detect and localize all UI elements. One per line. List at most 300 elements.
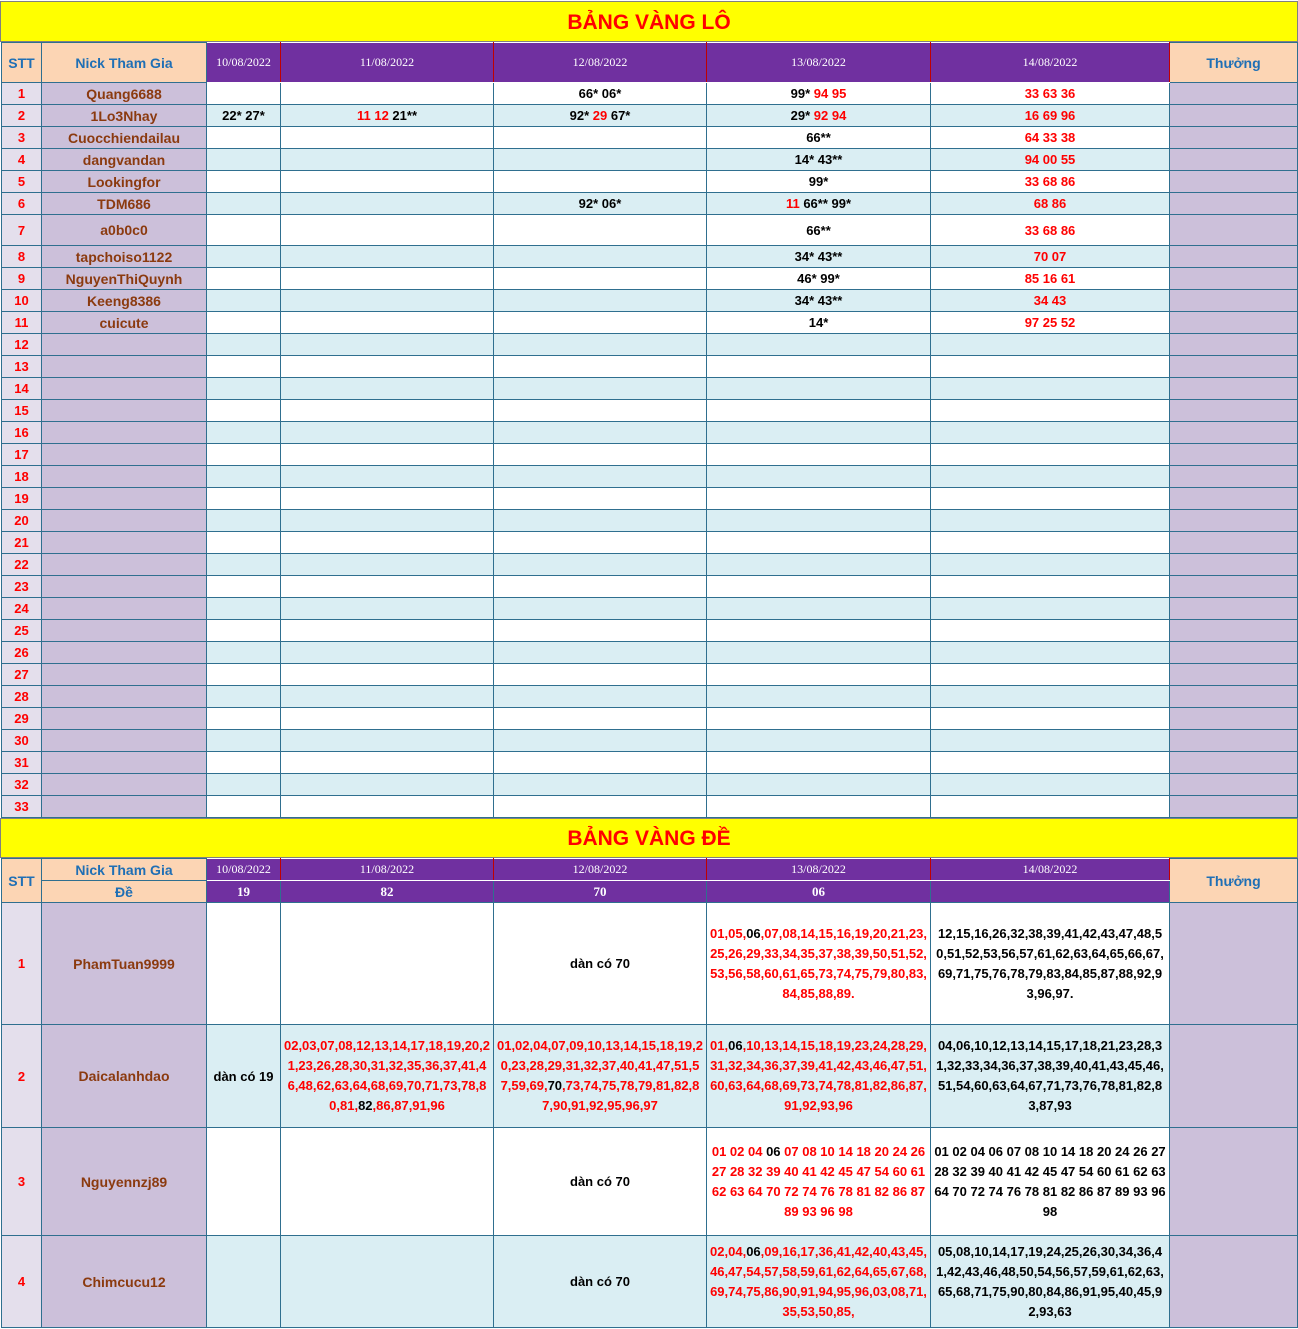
entry-text: 94 95: [813, 86, 847, 101]
pick-cell: [931, 105, 1170, 127]
pick-cell: [281, 149, 494, 171]
pick-cell: [494, 510, 707, 532]
pick-cell: [207, 215, 281, 246]
entry-text: 06: [766, 1143, 781, 1159]
pick-cell: [707, 400, 931, 422]
pick-cell: [707, 642, 931, 664]
pick-cell: [207, 903, 281, 1025]
entry-text: 16 69 96: [1024, 108, 1076, 123]
entry-text: 46* 99*: [797, 271, 840, 286]
pick-cell: [281, 598, 494, 620]
thuong-cell: [1170, 193, 1298, 215]
stt-cell: 2: [2, 1025, 42, 1128]
thuong-cell: [1170, 290, 1298, 312]
table-row: [2, 576, 1298, 598]
pick-cell: [281, 686, 494, 708]
nick-cell: dangvandan: [42, 149, 207, 171]
entry-text: dàn có 70: [570, 1174, 630, 1189]
entry-text: dàn có 70: [570, 1274, 630, 1289]
pick-cell: [281, 171, 494, 193]
pick-cell: [707, 466, 931, 488]
entry-text: 07 08 10 14 18 20 24 26 27 28 32 39 40 41 42 45 47 54 60 61 62 63 64 70 72 74 76 78 81 82 86 87 89 93 96 98: [711, 1143, 926, 1219]
nick-cell: [42, 334, 207, 356]
pick-cell: [494, 774, 707, 796]
pick-cell: [281, 378, 494, 400]
table-row: [2, 1025, 1298, 1128]
nick-cell: Lookingfor: [42, 171, 207, 193]
pick-cell: [494, 598, 707, 620]
table-row: [2, 730, 1298, 752]
pick-cell: [494, 356, 707, 378]
thuong-cell: [1170, 312, 1298, 334]
pick-cell: [494, 903, 707, 1025]
pick-cell: [281, 444, 494, 466]
pick-cell: [494, 752, 707, 774]
de-table: [1, 858, 1298, 1328]
table-row: [2, 664, 1298, 686]
pick-cell: [494, 686, 707, 708]
lo-table: [1, 42, 1298, 818]
pick-cell: [207, 730, 281, 752]
thuong-cell: [1170, 620, 1298, 642]
pick-cell: [494, 171, 707, 193]
pick-cell: [931, 1236, 1170, 1328]
de-header: Đề: [42, 881, 207, 903]
nick-cell: [42, 774, 207, 796]
date-header: 13/08/2022: [707, 43, 931, 83]
table-row: [2, 620, 1298, 642]
entry-text: dàn có 70: [570, 956, 630, 971]
table-row: [2, 532, 1298, 554]
pick-cell: [707, 356, 931, 378]
pick-cell: [707, 774, 931, 796]
stt-cell: 3: [2, 127, 42, 149]
pick-cell: [281, 268, 494, 290]
pick-cell: [281, 708, 494, 730]
entry-text: ,73,74,75,78,79,81,82,87,90,91,92,95,96,97: [542, 1078, 700, 1113]
pick-cell: [494, 488, 707, 510]
table-row: [2, 246, 1298, 268]
pick-cell: [207, 290, 281, 312]
entry-text: 33 68 86: [1024, 174, 1076, 189]
thuong-cell: [1170, 730, 1298, 752]
pick-cell: [281, 83, 494, 105]
table-row: [2, 488, 1298, 510]
stt-cell: 23: [2, 576, 42, 598]
table-row: [2, 193, 1298, 215]
pick-cell: [281, 105, 494, 127]
pick-cell: [931, 127, 1170, 149]
date-header: 13/08/2022: [707, 859, 931, 881]
thuong-cell: [1170, 215, 1298, 246]
stt-cell: 4: [2, 149, 42, 171]
entry-text: 34* 43**: [794, 249, 843, 264]
nick-cell: a0b0c0: [42, 215, 207, 246]
pick-cell: [494, 400, 707, 422]
pick-cell: [494, 642, 707, 664]
entry-text: ,07,08,14,15,16,19,20,21,23,25,26,29,33,34,35,37,38,39,50,51,52,53,56,58,60,61,65,73,74,75,79,80,83,84,85,88,89.: [710, 925, 927, 1001]
pick-cell: [281, 554, 494, 576]
table-row: [2, 105, 1298, 127]
pick-cell: [931, 268, 1170, 290]
pick-cell: [707, 83, 931, 105]
stt-cell: 22: [2, 554, 42, 576]
thuong-cell: [1170, 246, 1298, 268]
table-row: [2, 171, 1298, 193]
pick-cell: [707, 1128, 931, 1236]
pick-cell: [931, 422, 1170, 444]
pick-cell: [207, 488, 281, 510]
thuong-cell: [1170, 400, 1298, 422]
nick-cell: [42, 708, 207, 730]
thuong-header: Thưởng: [1170, 859, 1298, 903]
pick-cell: [494, 796, 707, 818]
nick-cell: Chimcucu12: [42, 1236, 207, 1328]
pick-cell: [494, 620, 707, 642]
nick-cell: Quang6688: [42, 83, 207, 105]
pick-cell: [931, 903, 1170, 1025]
pick-cell: [494, 576, 707, 598]
pick-cell: [931, 466, 1170, 488]
pick-cell: [931, 171, 1170, 193]
pick-cell: [207, 642, 281, 664]
pick-cell: [931, 378, 1170, 400]
pick-cell: [931, 246, 1170, 268]
nick-cell: [42, 554, 207, 576]
pick-cell: [707, 268, 931, 290]
entry-text: 66** 99*: [803, 196, 852, 211]
pick-cell: [931, 686, 1170, 708]
pick-cell: [707, 488, 931, 510]
thuong-cell: [1170, 554, 1298, 576]
pick-cell: [494, 105, 707, 127]
nick-cell: [42, 510, 207, 532]
pick-cell: [494, 378, 707, 400]
pick-cell: [494, 466, 707, 488]
date-header: 10/08/2022: [207, 43, 281, 83]
thuong-cell: [1170, 1025, 1298, 1128]
pick-cell: [931, 1025, 1170, 1128]
stt-cell: 1: [2, 903, 42, 1025]
table-row: [2, 598, 1298, 620]
entry-text: ,86,87,91,96: [372, 1098, 445, 1113]
pick-cell: [207, 83, 281, 105]
pick-cell: [207, 708, 281, 730]
stt-header: STT: [2, 859, 42, 903]
entry-text: 99*: [808, 174, 829, 189]
pick-cell: [707, 334, 931, 356]
stt-cell: 13: [2, 356, 42, 378]
pick-cell: [931, 708, 1170, 730]
pick-cell: [207, 105, 281, 127]
pick-cell: [707, 664, 931, 686]
pick-cell: [707, 193, 931, 215]
stt-cell: 33: [2, 796, 42, 818]
stt-cell: 1: [2, 83, 42, 105]
pick-cell: [281, 796, 494, 818]
nick-cell: [42, 422, 207, 444]
pick-cell: [281, 1025, 494, 1128]
entry-text: 92* 06*: [578, 196, 622, 211]
thuong-cell: [1170, 83, 1298, 105]
pick-cell: [931, 598, 1170, 620]
entry-text: 34 43: [1033, 293, 1067, 308]
nick-header: Nick Tham Gia: [42, 43, 207, 83]
pick-cell: [207, 796, 281, 818]
pick-cell: [494, 554, 707, 576]
pick-cell: [281, 193, 494, 215]
pick-cell: [494, 730, 707, 752]
pick-cell: [207, 400, 281, 422]
entry-text: 01,02,04,07,09,10,13,14,15,18,19,20,23,28,29,31,32,37,40,41,47,51,57,59,69,: [496, 1038, 704, 1093]
pick-cell: [494, 193, 707, 215]
pick-cell: [931, 334, 1170, 356]
entry-text: 14*: [808, 315, 829, 330]
result-cell: 70: [494, 881, 707, 903]
thuong-cell: [1170, 708, 1298, 730]
stt-cell: 24: [2, 598, 42, 620]
entry-text: 11: [785, 196, 804, 211]
nick-cell: [42, 664, 207, 686]
entry-text: 66**: [806, 130, 831, 145]
thuong-cell: [1170, 356, 1298, 378]
pick-cell: [931, 400, 1170, 422]
nick-cell: [42, 356, 207, 378]
table-row: [2, 708, 1298, 730]
pick-cell: [931, 752, 1170, 774]
table-row: [2, 127, 1298, 149]
pick-cell: [281, 1236, 494, 1328]
nick-cell: PhamTuan9999: [42, 903, 207, 1025]
nick-cell: NguyenThiQuynh: [42, 268, 207, 290]
pick-cell: [707, 127, 931, 149]
pick-cell: [207, 686, 281, 708]
nick-cell: [42, 378, 207, 400]
nick-cell: [42, 400, 207, 422]
pick-cell: [494, 127, 707, 149]
pick-cell: [281, 642, 494, 664]
pick-cell: [207, 598, 281, 620]
pick-cell: [207, 1025, 281, 1128]
pick-cell: [207, 193, 281, 215]
pick-cell: [207, 1128, 281, 1236]
pick-cell: [707, 171, 931, 193]
pick-cell: [931, 774, 1170, 796]
table-row: [2, 268, 1298, 290]
table-row: [2, 400, 1298, 422]
table-row: [2, 686, 1298, 708]
table-row: [2, 378, 1298, 400]
entry-text: dàn có 19: [213, 1068, 274, 1084]
pick-cell: [707, 903, 931, 1025]
nick-cell: [42, 488, 207, 510]
entry-text: 02,03,07,08,12,13,14,17,18,19,20,21,23,26,28,30,31,32,35,36,37,41,46,48,62,63,64,68,69,70,71,73,78,80,81,: [283, 1038, 491, 1113]
pick-cell: [207, 246, 281, 268]
entry-text: 02,04,: [710, 1243, 747, 1259]
entry-text: 66* 06*: [578, 86, 622, 101]
pick-cell: [207, 127, 281, 149]
pick-cell: [207, 620, 281, 642]
table-row: [2, 510, 1298, 532]
table-row: [2, 83, 1298, 105]
table-row: [2, 796, 1298, 818]
pick-cell: [281, 903, 494, 1025]
stt-cell: 28: [2, 686, 42, 708]
table-row: [2, 903, 1298, 1025]
entry-text: 01 02 04: [711, 1143, 767, 1159]
pick-cell: [931, 532, 1170, 554]
pick-cell: [931, 796, 1170, 818]
table-row: [2, 642, 1298, 664]
pick-cell: [281, 620, 494, 642]
entry-text: 67*: [610, 108, 631, 123]
pick-cell: [281, 334, 494, 356]
stt-cell: 16: [2, 422, 42, 444]
stt-cell: 18: [2, 466, 42, 488]
nick-cell: Cuocchiendailau: [42, 127, 207, 149]
pick-cell: [494, 1128, 707, 1236]
nick-cell: [42, 598, 207, 620]
stt-cell: 26: [2, 642, 42, 664]
stt-cell: 5: [2, 171, 42, 193]
thuong-cell: [1170, 268, 1298, 290]
entry-text: 33 63 36: [1024, 86, 1076, 101]
pick-cell: [207, 664, 281, 686]
table-row: [2, 215, 1298, 246]
entry-text: 94 00 55: [1024, 152, 1076, 167]
pick-cell: [281, 422, 494, 444]
pick-cell: [281, 1128, 494, 1236]
thuong-cell: [1170, 903, 1298, 1025]
date-header: 11/08/2022: [281, 43, 494, 83]
entry-text: ,10,13,14,15,18,19,23,24,28,29,31,32,34,36,37,39,41,42,43,46,47,51,60,63,64,68,69,73,74,78,81,82,86,87,91,92,93,96: [710, 1038, 927, 1113]
entry-text: 92*: [569, 108, 593, 123]
table-row: [2, 422, 1298, 444]
pick-cell: [207, 334, 281, 356]
nick-cell: 1Lo3Nhay: [42, 105, 207, 127]
pick-cell: [207, 510, 281, 532]
pick-cell: [707, 422, 931, 444]
thuong-cell: [1170, 686, 1298, 708]
pick-cell: [707, 796, 931, 818]
entry-text: 29*: [790, 108, 814, 123]
pick-cell: [707, 105, 931, 127]
entry-text: 12,15,16,26,32,38,39,41,42,43,47,48,50,51,52,53,56,57,61,62,63,64,65,66,67,69,71,75,76,78,79,83,84,85,87,88,92,93,96,97.: [936, 925, 1164, 1001]
entry-text: 06: [746, 1243, 761, 1259]
entry-text: 68 86: [1033, 196, 1067, 211]
nick-cell: cuicute: [42, 312, 207, 334]
thuong-cell: [1170, 532, 1298, 554]
pick-cell: [281, 246, 494, 268]
entry-text: 05,08,10,14,17,19,24,25,26,30,34,36,41,42,43,46,48,50,54,56,57,59,61,62,63,65,68,71,75,90,80,84,86,91,95,40,45,92,93,63: [936, 1243, 1164, 1319]
pick-cell: [281, 312, 494, 334]
thuong-cell: [1170, 127, 1298, 149]
thuong-cell: [1170, 422, 1298, 444]
thuong-cell: [1170, 510, 1298, 532]
date-header: 11/08/2022: [281, 859, 494, 881]
result-cell: 06: [707, 881, 931, 903]
nick-cell: [42, 796, 207, 818]
pick-cell: [707, 149, 931, 171]
pick-cell: [281, 127, 494, 149]
pick-cell: [931, 193, 1170, 215]
pick-cell: [707, 510, 931, 532]
pick-cell: [494, 215, 707, 246]
pick-cell: [494, 1236, 707, 1328]
pick-cell: [281, 576, 494, 598]
pick-cell: [707, 1236, 931, 1328]
thuong-header: Thưởng: [1170, 43, 1298, 83]
pick-cell: [931, 356, 1170, 378]
stt-cell: 6: [2, 193, 42, 215]
thuong-cell: [1170, 752, 1298, 774]
entry-text: 29: [592, 108, 611, 123]
pick-cell: [707, 290, 931, 312]
entry-text: 06: [728, 1038, 743, 1053]
pick-cell: [707, 620, 931, 642]
pick-cell: [707, 1025, 931, 1128]
stt-cell: 15: [2, 400, 42, 422]
stt-cell: 19: [2, 488, 42, 510]
thuong-cell: [1170, 149, 1298, 171]
pick-cell: [931, 83, 1170, 105]
entry-text: 70: [547, 1078, 563, 1093]
thuong-cell: [1170, 378, 1298, 400]
date-header: 14/08/2022: [931, 43, 1170, 83]
pick-cell: [494, 290, 707, 312]
entry-text: 06: [746, 925, 761, 941]
stt-cell: 25: [2, 620, 42, 642]
pick-cell: [207, 378, 281, 400]
nick-header: Nick Tham Gia: [42, 859, 207, 881]
entry-text: 01,: [710, 1038, 729, 1053]
entry-text: 33 68 86: [1024, 222, 1076, 238]
nick-cell: tapchoiso1122: [42, 246, 207, 268]
entry-text: 34* 43**: [794, 293, 843, 308]
table-row: [2, 290, 1298, 312]
pick-cell: [494, 708, 707, 730]
thuong-cell: [1170, 774, 1298, 796]
pick-cell: [281, 215, 494, 246]
pick-cell: [707, 378, 931, 400]
pick-cell: [931, 444, 1170, 466]
stt-cell: 17: [2, 444, 42, 466]
table-row: [2, 149, 1298, 171]
entry-text: 97 25 52: [1024, 315, 1076, 330]
pick-cell: [281, 290, 494, 312]
stt-cell: 31: [2, 752, 42, 774]
pick-cell: [931, 312, 1170, 334]
stt-cell: 21: [2, 532, 42, 554]
pick-cell: [931, 664, 1170, 686]
pick-cell: [494, 444, 707, 466]
pick-cell: [707, 598, 931, 620]
pick-cell: [281, 774, 494, 796]
stt-cell: 32: [2, 774, 42, 796]
pick-cell: [494, 1025, 707, 1128]
pick-cell: [931, 1128, 1170, 1236]
pick-cell: [494, 246, 707, 268]
entry-text: 04,06,10,12,13,14,15,17,18,21,23,28,31,32,33,34,36,37,38,39,40,41,43,45,46,51,54,60,63,64,67,71,73,76,78,81,82,83,87,93: [936, 1038, 1164, 1113]
nick-cell: [42, 576, 207, 598]
pick-cell: [494, 532, 707, 554]
pick-cell: [494, 422, 707, 444]
entry-text: 99*: [790, 86, 814, 101]
date-header: 12/08/2022: [494, 43, 707, 83]
entry-text: 92 94: [813, 108, 847, 123]
pick-cell: [281, 532, 494, 554]
pick-cell: [931, 620, 1170, 642]
